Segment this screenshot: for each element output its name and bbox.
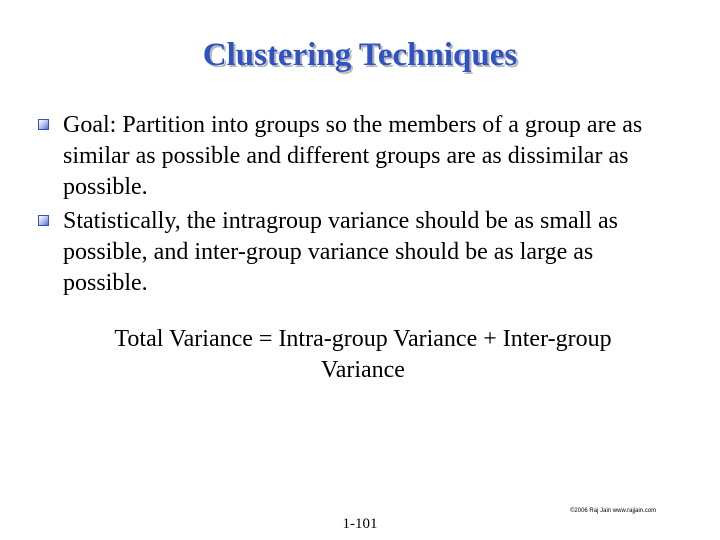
slide-title: Clustering Techniques: [202, 37, 518, 73]
copyright-notice: ©2006 Raj Jain www.rajjain.com: [570, 508, 657, 514]
variance-formula: [63, 324, 663, 386]
bullet-item-goal: [63, 110, 683, 203]
formula-line-1: Total Variance = Intra-group Variance + Inter-group: [114, 326, 612, 352]
square-bullet-icon: [38, 119, 49, 130]
bullet-list: [63, 110, 683, 302]
bullet-text-statistically: Statistically, the intragroup variance should be as small as possible, and inter-group variance should be as large as possible.: [63, 208, 618, 296]
formula-line-2: Variance: [321, 357, 405, 383]
bullet-text-goal: Goal: Partition into groups so the members of a group are as similar as possible and different groups are as dissimilar as possible.: [63, 112, 643, 200]
square-bullet-icon: [38, 215, 49, 226]
page-number: 1-101: [342, 516, 378, 532]
bullet-item-statistically: [63, 206, 683, 299]
